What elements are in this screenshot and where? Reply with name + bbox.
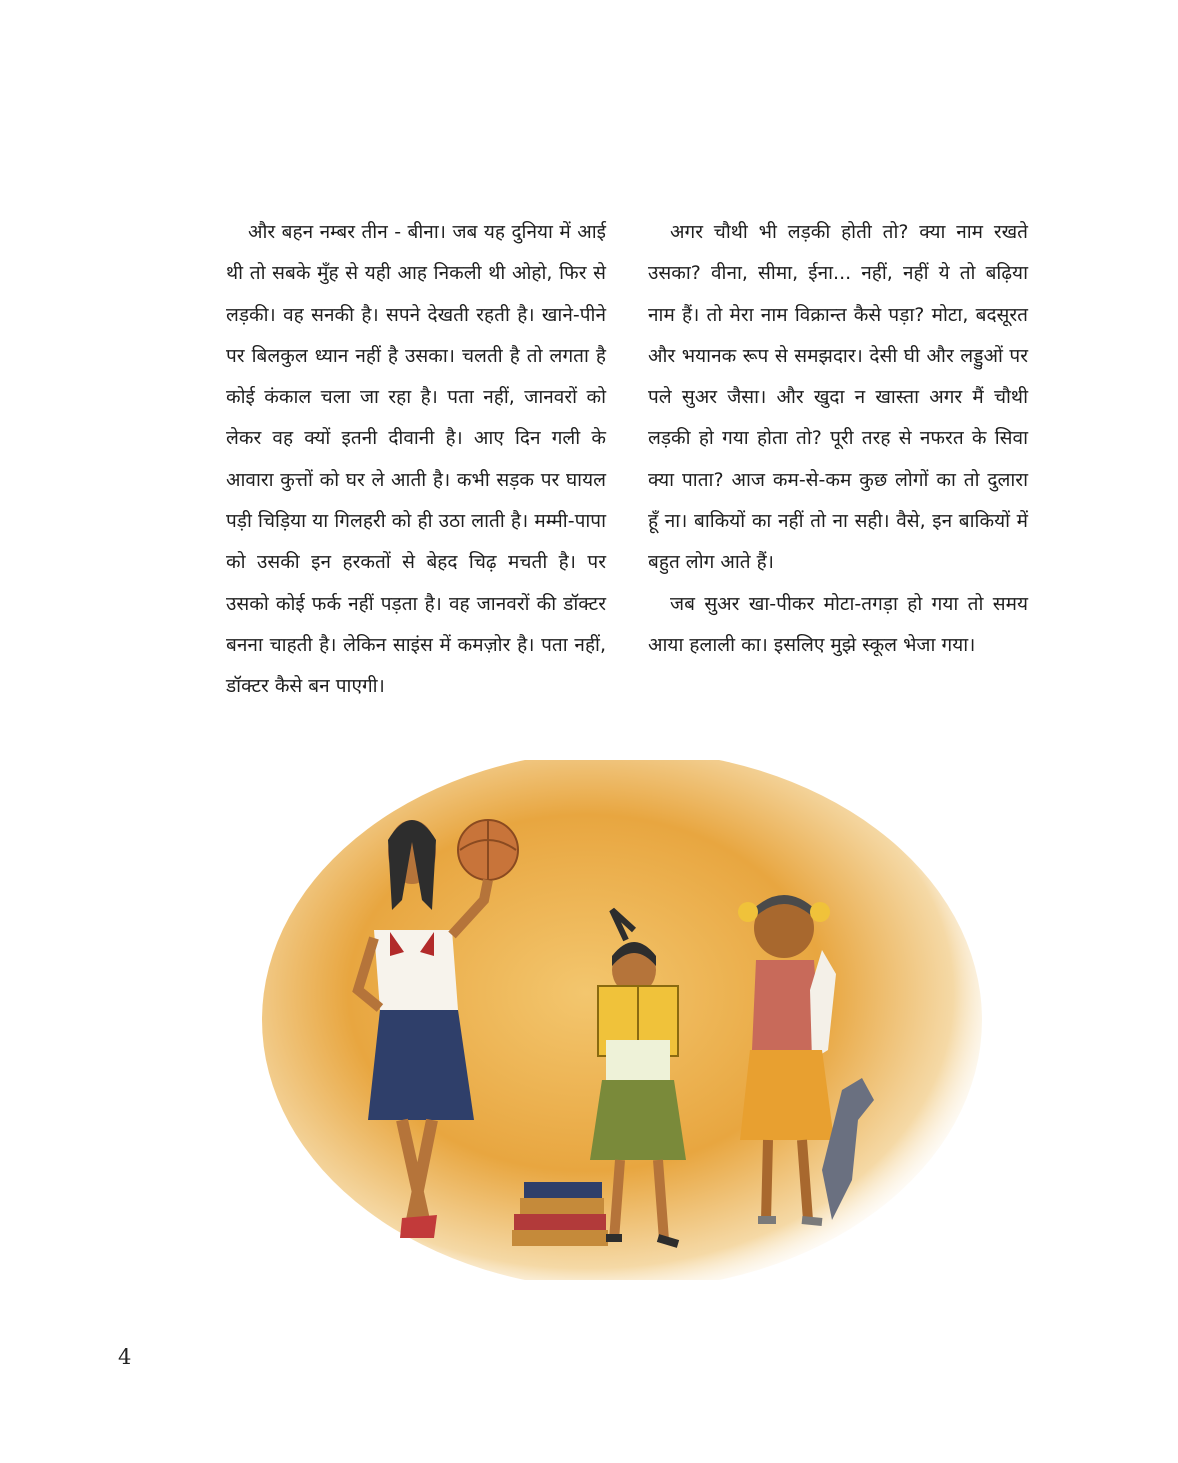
left-text-column [226,212,606,708]
paragraph: अगर चौथी भी लड़की होती तो? क्या नाम रखते उसका? वीना, सीमा, ईना... नहीं, नहीं ये तो बढ़िया नाम हैं। तो मेरा नाम विक्रान्त कैसे पड़ा? मोटा, बदसूरत और भयानक रूप से समझदार। देसी घी और लड्डुओं पर पले सुअर जैसा। और खुदा न खास्ता अगर मैं चौथी लड़की हो गया होता तो? पूरी तरह से नफरत के सिवा क्या पाता? आज कम-से-कम कुछ लोगों का तो दुलारा हूँ ना। बाकियों का नहीं तो ना सही। वैसे, इन बाकियों में बहुत लोग आते हैं। [648,221,1028,574]
right-text-column [648,212,1028,666]
pink-top [752,960,820,1050]
dotted-top [606,1040,670,1080]
white-shirt [374,930,458,1010]
book-stack [512,1182,608,1246]
page-number: 4 [118,1345,132,1369]
blue-skirt [368,1010,474,1120]
red-shoes [400,1215,437,1238]
three-sisters-illustration [262,760,982,1280]
paragraph: और बहन नम्बर तीन - बीना। जब यह दुनिया में आई थी तो सबके मुँह से यही आह निकली थी ओहो, फिर से लड़की। वह सनकी है। सपने देखती रहती है। खाने-पीने पर बिलकुल ध्यान नहीं है उसका। चलती है तो लगता है कोई कंकाल चला जा रहा है। पता नहीं, जानवरों को लेकर वह क्यों इतनी दीवानी है। आए दिन गली के आवारा कुत्तों को घर ले आती है। कभी सड़क पर घायल पड़ी चिड़िया या गिलहरी को ही उठा लाती है। मम्मी-पापा को उसकी इन हरकतों से बेहद चिढ़ मचती है। पर उसको कोई फर्क नहीं पड़ता है। वह जानवरों की डॉक्टर बनना चाहती है। लेकिन साइंस में कमज़ोर है। पता नहीं, डॉक्टर कैसे बन पाएगी। [226,221,606,698]
green-skirt [590,1080,686,1160]
orange-skirt [740,1050,834,1140]
paragraph: जब सुअर खा-पीकर मोटा-तगड़ा हो गया तो समय आया हलाली का। इसलिए मुझे स्कूल भेजा गया। [648,592,1028,656]
